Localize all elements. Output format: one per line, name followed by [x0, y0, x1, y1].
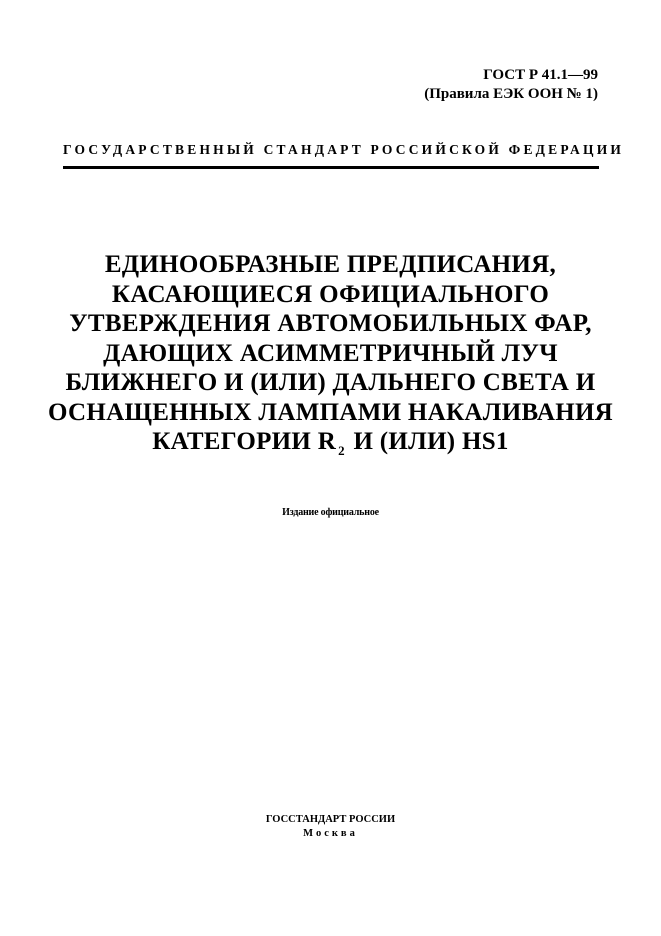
title-line: ЕДИНООБРАЗНЫЕ ПРЕДПИСАНИЯ,: [104, 251, 557, 278]
title-last-line-suffix: И (ИЛИ) HS1: [353, 428, 509, 455]
title-line: КАСАЮЩИЕСЯ ОФИЦИАЛЬНОГО: [111, 280, 550, 308]
edition-label: Издание официальное: [282, 507, 379, 518]
title-last-line-prefix: КАТЕГОРИИ R: [152, 428, 337, 455]
state-standard-heading: ГОСУДАРСТВЕННЫЙ СТАНДАРТ РОССИЙСКОЙ ФЕДЕРАЦИИ: [63, 142, 625, 157]
standard-number: ГОСТ Р 41.1—99: [483, 67, 598, 83]
publisher-block: [0, 813, 661, 841]
rule-reference: (Правила ЕЭК ООН № 1): [424, 86, 598, 102]
title-line: ДАЮЩИХ АСИММЕТРИЧНЫЙ ЛУЧ: [103, 339, 558, 367]
title-line: УТВЕРЖДЕНИЯ АВТОМОБИЛЬНЫХ ФАР,: [69, 310, 592, 337]
title-subscript: 2: [338, 443, 345, 458]
publisher-city: Москва: [303, 828, 358, 839]
publisher-name: ГОССТАНДАРТ РОССИИ: [265, 814, 396, 825]
title-line: ОСНАЩЕННЫХ ЛАМПАМИ НАКАЛИВАНИЯ: [47, 398, 614, 426]
document-number-block: [424, 66, 598, 104]
title-last-line: [40, 427, 621, 457]
title-line: БЛИЖНЕГО И (ИЛИ) ДАЛЬНЕГО СВЕТА И: [65, 369, 596, 396]
horizontal-rule: [63, 166, 599, 169]
main-title: [40, 250, 621, 457]
